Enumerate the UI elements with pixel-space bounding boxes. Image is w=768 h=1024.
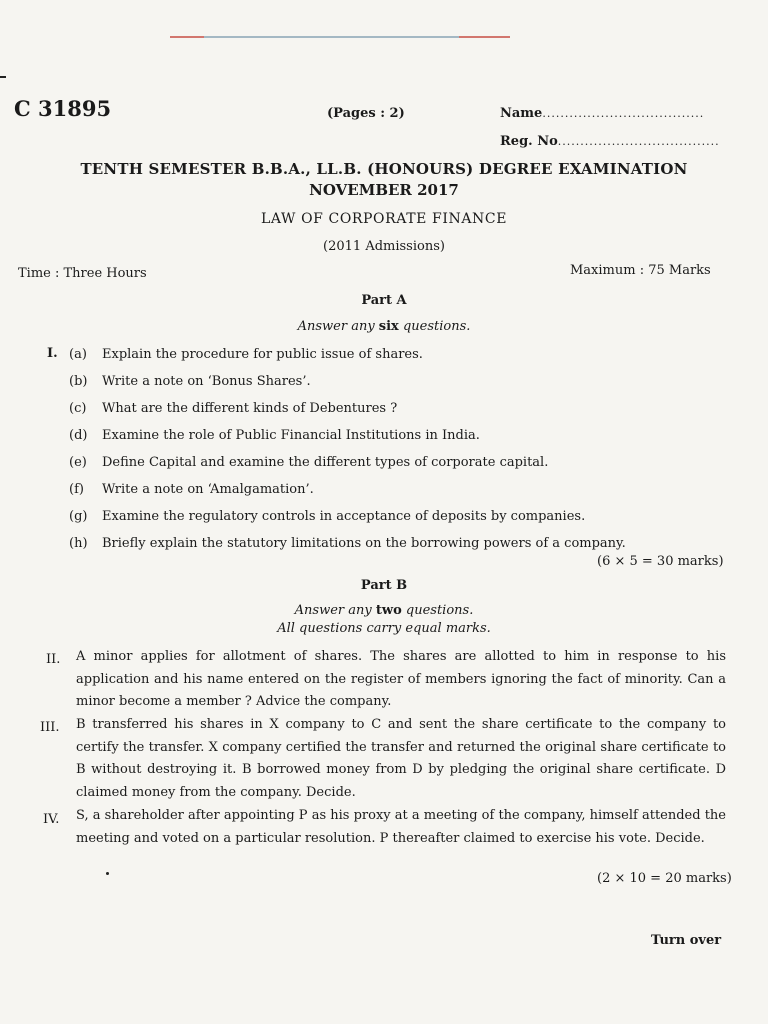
instruction-text: questions. — [401, 603, 474, 618]
question-text: S, a shareholder after appointing P as his proxy at a meeting of the company, himself attended the meeting and voted on a particular resolution. P thereafter claimed to exercise his vote. Decide. — [76, 808, 726, 846]
item-label: (b) — [69, 374, 88, 389]
part-b-marks: (2 × 10 = 20 marks) — [597, 871, 732, 886]
instruction-count: six — [378, 319, 399, 334]
instruction-text: questions. — [398, 319, 471, 334]
pages-count: (Pages : 2) — [327, 106, 405, 121]
question-text: A minor applies for allotment of shares. The shares are allotted to him in response to his application and his name entered on the register of members ignoring the fact of minority. Can a minor become a member ? Advice the company. — [76, 649, 726, 709]
part-b-title: Part B — [360, 578, 408, 593]
time-allowed: Time : Three Hours — [18, 266, 147, 281]
instruction-text: Answer any — [294, 603, 376, 618]
name-field — [500, 106, 704, 121]
item-text: What are the different kinds of Debentures ? — [102, 401, 398, 416]
instruction-text: Answer any — [297, 319, 379, 334]
part-a-title: Part A — [361, 293, 407, 308]
question-text: B transferred his shares in X company to C and sent the share certificate to the company to certify the transfer. X company certified the transfer and returned the original share certificate to B without destroying it. B borrowed money from D by pledging the original share certificate. D claimed money from the company. Decide. — [76, 717, 726, 800]
reg-no-field — [500, 134, 720, 149]
name-dots: .................................... — [542, 107, 705, 120]
margin-mark — [0, 76, 6, 78]
reg-no-dots: .................................... — [557, 135, 720, 148]
part-a-marks: (6 × 5 = 30 marks) — [597, 554, 724, 569]
turn-over: Turn over — [651, 933, 722, 948]
top-scan-line — [170, 36, 510, 38]
subject-title: LAW OF CORPORATE FINANCE — [260, 211, 508, 227]
item-label: (c) — [69, 401, 87, 416]
name-label: Name — [500, 106, 543, 121]
item-text: Examine the regulatory controls in acceptance of deposits by companies. — [102, 509, 586, 524]
item-text: Write a note on ‘Amalgamation’. — [102, 482, 314, 497]
item-text: Briefly explain the statutory limitations on the borrowing powers of a company. — [102, 536, 626, 551]
exam-title: TENTH SEMESTER B.B.A., LL.B. (HONOURS) DEGREE EXAMINATION — [80, 160, 688, 178]
question-number-ii: II. — [46, 652, 61, 667]
item-text: Define Capital and examine the different types of corporate capital. — [102, 455, 549, 470]
maximum-marks: Maximum : 75 Marks — [570, 263, 711, 278]
item-text: Examine the role of Public Financial Institutions in India. — [102, 428, 480, 443]
question-number-iv: IV. — [43, 812, 60, 827]
reg-no-label: Reg. No — [500, 134, 558, 149]
item-label: (d) — [69, 428, 88, 443]
item-label: (a) — [69, 347, 87, 362]
part-a-instruction — [0, 319, 768, 334]
exam-month: NOVEMBER 2017 — [309, 181, 459, 199]
item-label: (f) — [69, 482, 84, 497]
question-number-i: I. — [47, 346, 58, 361]
item-text: Explain the procedure for public issue of shares. — [102, 347, 423, 362]
paper-code: C 31895 — [14, 96, 112, 121]
scan-speck — [106, 872, 109, 875]
item-text: Write a note on ‘Bonus Shares’. — [102, 374, 311, 389]
part-b-instruction-2: All questions carry equal marks. — [277, 621, 491, 636]
item-label: (g) — [69, 509, 88, 524]
item-label: (e) — [69, 455, 87, 470]
instruction-count: two — [375, 603, 402, 618]
item-label: (h) — [69, 536, 88, 551]
question-number-iii: III. — [40, 720, 60, 735]
admissions: (2011 Admissions) — [323, 239, 445, 254]
part-b-instruction — [0, 603, 768, 618]
